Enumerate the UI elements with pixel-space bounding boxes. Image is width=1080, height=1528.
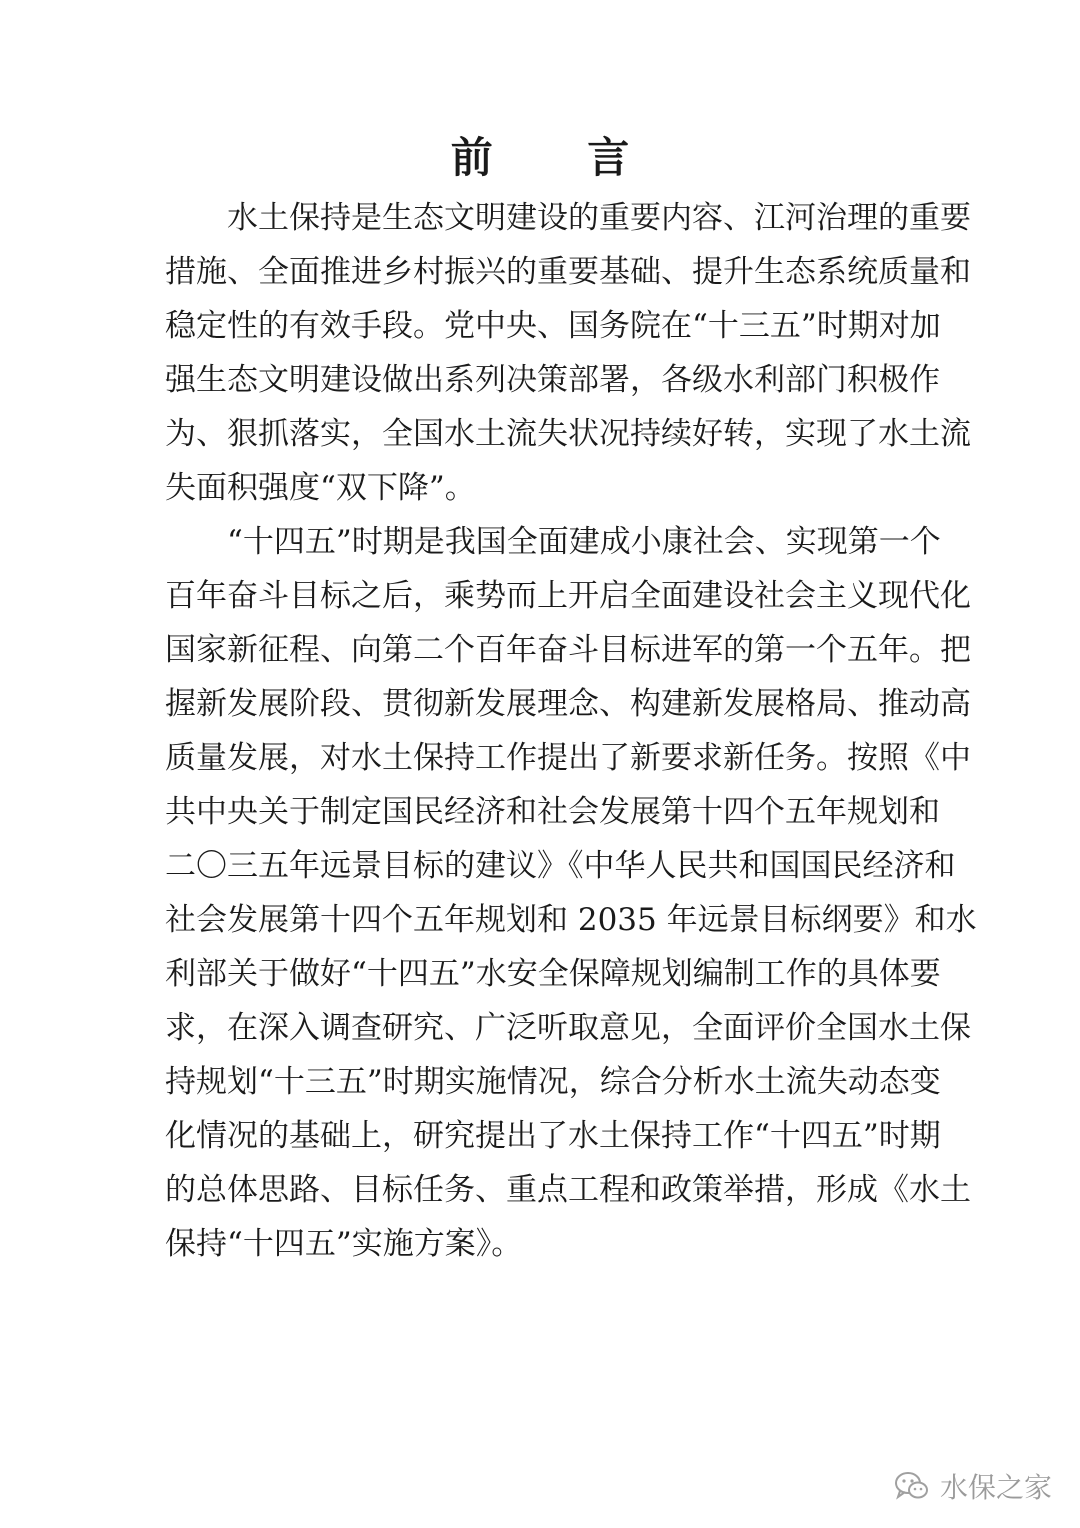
paragraph-line: 握新发展阶段、贯彻新发展理念、构建新发展格局、推动高 [165,686,971,722]
paragraph-line: 二〇三五年远景目标的建议》《中华人民共和国国民经济和 [165,848,956,884]
paragraph-line: 百年奋斗目标之后，乘势而上开启全面建设社会主义现代化 [165,578,971,614]
paragraph-line: 化情况的基础上，研究提出了水土保持工作“十四五”时期 [165,1118,941,1154]
paragraph-line: “十四五”时期是我国全面建成小康社会、实现第一个 [227,524,941,560]
paragraph-line: 失面积强度“双下降”。 [165,470,476,506]
watermark [894,1466,1052,1506]
paragraph-line: 保持“十四五”实施方案》。 [165,1226,523,1262]
paragraph-line: 措施、全面推进乡村振兴的重要基础、提升生态系统质量和 [165,254,971,290]
watermark-text: 水保之家 [939,1471,1052,1504]
paragraph-line: 求，在深入调查研究、广泛听取意见，全面评价全国水土保 [165,1010,971,1046]
paragraph-line: 社会发展第十四个五年规划和 2035 年远景目标纲要》和水 [165,902,977,938]
paragraph-line: 强生态文明建设做出系列决策部署，各级水利部门积极作 [165,362,940,398]
paragraph-line: 水土保持是生态文明建设的重要内容、江河治理的重要 [227,200,971,236]
paragraph-line: 持规划“十三五”时期实施情况，综合分析水土流失动态变 [165,1064,941,1100]
paragraph-line: 利部关于做好“十四五”水安全保障规划编制工作的具体要 [165,956,941,992]
paragraph-line: 的总体思路、目标任务、重点工程和政策举措，形成《水土 [165,1172,971,1208]
paragraph-line: 国家新征程、向第二个百年奋斗目标进军的第一个五年。把 [165,632,971,668]
paragraph-line: 为、狠抓落实，全国水土流失状况持续好转，实现了水土流 [165,416,971,452]
paragraph-line: 共中央关于制定国民经济和社会发展第十四个五年规划和 [165,794,940,830]
page-title: 前 言 [450,133,670,182]
wechat-icon [894,1471,930,1501]
paragraph-line: 稳定性的有效手段。党中央、国务院在“十三五”时期对加 [165,308,941,344]
paragraph-line: 质量发展，对水土保持工作提出了新要求新任务。按照《中 [165,740,971,776]
